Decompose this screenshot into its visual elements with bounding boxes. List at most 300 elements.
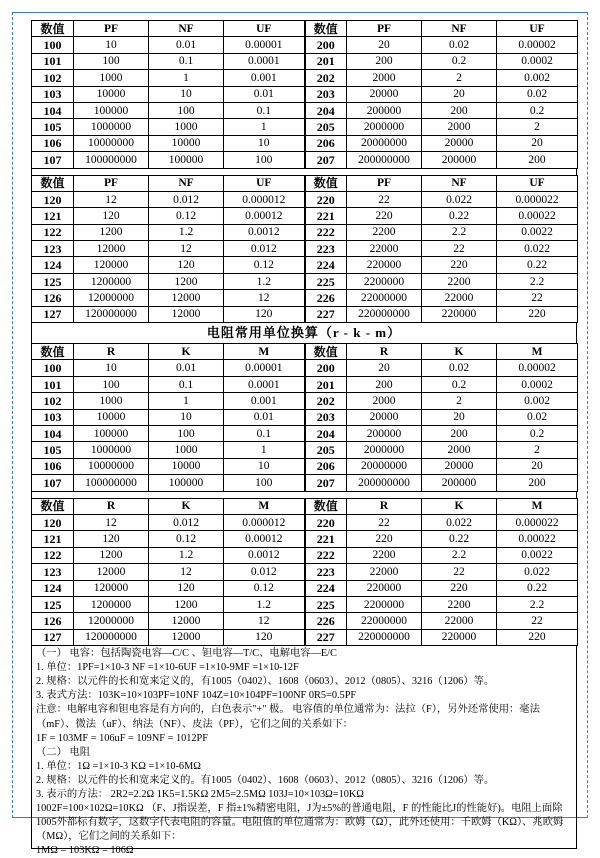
value-cell: 1200 (149, 273, 224, 289)
value-cell: 120 (224, 629, 305, 645)
column-header: R (347, 498, 422, 514)
value-cell: 220 (422, 257, 497, 273)
value-cell: 220 (347, 208, 422, 224)
code-cell: 207 (305, 475, 347, 491)
value-cell: 0.02 (422, 360, 497, 376)
value-cell: 1200 (74, 547, 149, 563)
value-cell: 100000 (74, 425, 149, 441)
value-cell: 12 (224, 290, 305, 306)
value-cell: 0.00001 (224, 360, 305, 376)
value-cell: 0.000022 (497, 514, 578, 530)
value-cell: 2 (497, 119, 578, 135)
code-cell: 207 (305, 152, 347, 168)
table-row (32, 273, 578, 289)
value-cell: 0.000012 (224, 191, 305, 207)
column-header: 数值 (305, 498, 347, 514)
code-cell: 122 (32, 547, 74, 563)
value-cell: 10000 (74, 409, 149, 425)
value-cell: 220000 (347, 257, 422, 273)
value-cell: 10000 (149, 458, 224, 474)
value-cell: 20 (422, 86, 497, 102)
table-row (32, 425, 578, 441)
value-cell: 10000 (74, 86, 149, 102)
note-line: 1F = 103MF = 106uF = 109NF = 1012PF (36, 732, 209, 744)
value-cell: 2.2 (497, 596, 578, 612)
value-cell: 0.12 (224, 580, 305, 596)
column-header: M (497, 344, 578, 360)
value-cell: 0.0001 (224, 53, 305, 69)
value-cell: 2000 (422, 119, 497, 135)
value-cell: 2.2 (422, 547, 497, 563)
note-line: 3. 表式方法：103K=10×103PF=10NF 104Z=10×104PF=100NF 0R5=0.5PF (36, 690, 357, 702)
capacitor-table-1 (31, 20, 578, 169)
value-cell: 22 (422, 564, 497, 580)
value-cell: 2000 (422, 442, 497, 458)
value-cell: 12 (224, 613, 305, 629)
value-cell: 0.12 (149, 208, 224, 224)
value-cell: 220 (497, 306, 578, 322)
value-cell: 12000 (149, 613, 224, 629)
column-header: UF (224, 175, 305, 191)
value-cell: 0.012 (149, 191, 224, 207)
value-cell: 1200000 (74, 273, 149, 289)
value-cell: 0.1 (149, 376, 224, 392)
value-cell: 0.2 (422, 376, 497, 392)
table-row (32, 241, 578, 257)
value-cell: 0.1 (224, 425, 305, 441)
value-cell: 0.0001 (224, 376, 305, 392)
table-row (32, 135, 578, 151)
value-cell: 0.00002 (497, 360, 578, 376)
column-header: PF (347, 21, 422, 37)
value-cell: 120 (74, 208, 149, 224)
table-row (32, 119, 578, 135)
value-cell: 2 (422, 70, 497, 86)
value-cell: 0.001 (224, 70, 305, 86)
value-cell: 120 (224, 306, 305, 322)
value-cell: 22000000 (347, 613, 422, 629)
column-header: K (149, 344, 224, 360)
value-cell: 2200000 (347, 596, 422, 612)
value-cell: 2200 (347, 547, 422, 563)
value-cell: 200 (422, 425, 497, 441)
table-row (32, 208, 578, 224)
value-cell: 0.02 (497, 409, 578, 425)
table-row (32, 257, 578, 273)
resistor-table-2 (31, 498, 578, 647)
value-cell: 10000000 (74, 135, 149, 151)
conversion-sheet (31, 20, 577, 857)
column-header: NF (422, 175, 497, 191)
code-cell: 127 (32, 629, 74, 645)
value-cell: 2200000 (347, 273, 422, 289)
code-cell: 127 (32, 306, 74, 322)
value-cell: 2000 (347, 393, 422, 409)
value-cell: 120000 (74, 257, 149, 273)
column-header: K (149, 498, 224, 514)
code-cell: 102 (32, 393, 74, 409)
column-header: 数值 (32, 175, 74, 191)
value-cell: 100 (74, 53, 149, 69)
table-row (32, 86, 578, 102)
column-header: R (347, 344, 422, 360)
code-cell: 205 (305, 119, 347, 135)
table-row (32, 393, 578, 409)
table-row (32, 53, 578, 69)
code-cell: 106 (32, 135, 74, 151)
note-line: 注意：电解电容和钽电容是有方向的，白色表示"+" 极。 电容值的单位通常为：法拉（F），另外还常使用：毫法（mF）、微法（uF）、纳法（NF）、皮法（PF），它们之间的关系如下： (36, 704, 540, 730)
code-cell: 202 (305, 70, 347, 86)
value-cell: 0.00012 (224, 531, 305, 547)
code-cell: 121 (32, 531, 74, 547)
value-cell: 20000000 (347, 458, 422, 474)
value-cell: 22000000 (347, 290, 422, 306)
value-cell: 200 (347, 53, 422, 69)
value-cell: 0.1 (224, 102, 305, 118)
value-cell: 0.22 (497, 580, 578, 596)
code-cell: 122 (32, 224, 74, 240)
column-header: PF (74, 21, 149, 37)
value-cell: 1000 (149, 442, 224, 458)
value-cell: 100000000 (74, 152, 149, 168)
table-row (32, 596, 578, 612)
code-cell: 222 (305, 224, 347, 240)
table-row (32, 102, 578, 118)
note-line: 1. 单位：1PF=1×10-3 NF =1×10-6UF =1×10-9MF =1×10-12F (36, 662, 299, 674)
value-cell: 0.000012 (224, 514, 305, 530)
value-cell: 12000 (149, 290, 224, 306)
value-cell: 0.00022 (497, 531, 578, 547)
value-cell: 2200 (422, 596, 497, 612)
value-cell: 12 (74, 514, 149, 530)
code-cell: 221 (305, 208, 347, 224)
code-cell: 226 (305, 290, 347, 306)
note-line: 3. 表示的方法： 2R2=2.2Ω 1K5=1.5KΩ 2M5=2.5MΩ 103J=10×103Ω=10KΩ (36, 789, 364, 800)
column-header: K (422, 344, 497, 360)
code-cell: 227 (305, 306, 347, 322)
value-cell: 220 (347, 531, 422, 547)
column-header: NF (422, 21, 497, 37)
code-cell: 206 (305, 135, 347, 151)
code-cell: 200 (305, 360, 347, 376)
code-cell: 203 (305, 409, 347, 425)
value-cell: 0.02 (422, 37, 497, 53)
value-cell: 10 (74, 37, 149, 53)
code-cell: 224 (305, 580, 347, 596)
value-cell: 2.2 (497, 273, 578, 289)
value-cell: 12 (149, 564, 224, 580)
value-cell: 200000 (347, 102, 422, 118)
value-cell: 20000 (347, 86, 422, 102)
table-row (32, 224, 578, 240)
column-header: R (74, 498, 149, 514)
note-line: 1002F=100×102Ω=10KΩ （F、J指误差，F 指±1%精密电阻，J为±5%的普通电阻，F 的性能比J的性能好)。电阻上面除1005外都标有数字，这数字代表电阻的容量。电阻值的单位通常为：欧姆（Ω），此外还使用：千欧姆（KΩ）、兆欧姆（MΩ），它们之间的关系如下： (36, 803, 564, 843)
value-cell: 1 (224, 119, 305, 135)
value-cell: 12000 (74, 564, 149, 580)
code-cell: 226 (305, 613, 347, 629)
value-cell: 1200 (74, 224, 149, 240)
value-cell: 22 (347, 514, 422, 530)
code-cell: 204 (305, 425, 347, 441)
table-row (32, 152, 578, 168)
value-cell: 0.001 (224, 393, 305, 409)
value-cell: 22 (422, 241, 497, 257)
notes-section (31, 646, 577, 857)
value-cell: 100000 (74, 102, 149, 118)
value-cell: 0.22 (422, 208, 497, 224)
code-cell: 124 (32, 580, 74, 596)
value-cell: 0.0002 (497, 376, 578, 392)
value-cell: 0.022 (497, 241, 578, 257)
table-row (32, 458, 578, 474)
table-row (32, 376, 578, 392)
resistor-section-title: 电阻常用单位换算（r - k - m） (31, 323, 577, 343)
value-cell: 0.0022 (497, 547, 578, 563)
value-cell: 0.01 (224, 86, 305, 102)
value-cell: 120 (149, 257, 224, 273)
code-cell: 204 (305, 102, 347, 118)
table-row (32, 191, 578, 207)
note-line: 1MΩ = 103KΩ = 106Ω (36, 845, 134, 857)
table-header-row (32, 498, 578, 514)
table-row (32, 547, 578, 563)
column-header: PF (74, 175, 149, 191)
table-row (32, 531, 578, 547)
table-row (32, 70, 578, 86)
value-cell: 0.022 (497, 564, 578, 580)
table-row (32, 290, 578, 306)
column-header: R (74, 344, 149, 360)
code-cell: 202 (305, 393, 347, 409)
note-line: （一） 电容：包括陶瓷电容—C/C 、钽电容—T/C、电解电容—E/C (36, 648, 337, 660)
code-cell: 225 (305, 273, 347, 289)
code-cell: 123 (32, 564, 74, 580)
value-cell: 10 (149, 409, 224, 425)
value-cell: 20 (497, 458, 578, 474)
value-cell: 220 (497, 629, 578, 645)
value-cell: 100 (149, 102, 224, 118)
value-cell: 10000000 (74, 458, 149, 474)
value-cell: 20 (422, 409, 497, 425)
code-cell: 225 (305, 596, 347, 612)
value-cell: 1.2 (224, 596, 305, 612)
value-cell: 0.002 (497, 393, 578, 409)
column-header: M (224, 498, 305, 514)
column-header: M (497, 498, 578, 514)
value-cell: 22000 (422, 290, 497, 306)
code-cell: 206 (305, 458, 347, 474)
column-header: UF (224, 21, 305, 37)
value-cell: 120000000 (74, 629, 149, 645)
code-cell: 100 (32, 37, 74, 53)
value-cell: 120000 (74, 580, 149, 596)
value-cell: 10 (224, 458, 305, 474)
value-cell: 0.01 (149, 37, 224, 53)
value-cell: 1 (224, 442, 305, 458)
code-cell: 101 (32, 53, 74, 69)
column-header: 数值 (32, 344, 74, 360)
value-cell: 10000 (149, 135, 224, 151)
value-cell: 0.00012 (224, 208, 305, 224)
value-cell: 22000 (347, 241, 422, 257)
value-cell: 0.022 (422, 514, 497, 530)
value-cell: 1000000 (74, 119, 149, 135)
resistor-table-1 (31, 343, 578, 492)
code-cell: 201 (305, 376, 347, 392)
value-cell: 0.0012 (224, 224, 305, 240)
value-cell: 1200 (149, 596, 224, 612)
code-cell: 224 (305, 257, 347, 273)
code-cell: 201 (305, 53, 347, 69)
value-cell: 100 (224, 475, 305, 491)
value-cell: 200000 (347, 425, 422, 441)
value-cell: 200000 (422, 475, 497, 491)
value-cell: 100000 (149, 152, 224, 168)
value-cell: 200 (422, 102, 497, 118)
value-cell: 12 (149, 241, 224, 257)
value-cell: 200 (347, 376, 422, 392)
value-cell: 0.2 (497, 102, 578, 118)
value-cell: 2000000 (347, 442, 422, 458)
value-cell: 0.000022 (497, 191, 578, 207)
code-cell: 205 (305, 442, 347, 458)
table-row (32, 475, 578, 491)
value-cell: 120 (74, 531, 149, 547)
value-cell: 2 (422, 393, 497, 409)
value-cell: 1000 (74, 393, 149, 409)
code-cell: 103 (32, 409, 74, 425)
code-cell: 203 (305, 86, 347, 102)
value-cell: 1.2 (149, 547, 224, 563)
capacitor-table-2 (31, 175, 578, 324)
value-cell: 20000 (422, 135, 497, 151)
value-cell: 1000 (74, 70, 149, 86)
code-cell: 200 (305, 37, 347, 53)
code-cell: 104 (32, 102, 74, 118)
value-cell: 0.01 (224, 409, 305, 425)
column-header: 数值 (305, 344, 347, 360)
value-cell: 0.0012 (224, 547, 305, 563)
value-cell: 220000 (347, 580, 422, 596)
value-cell: 0.0022 (497, 224, 578, 240)
value-cell: 0.012 (224, 564, 305, 580)
value-cell: 200000 (422, 152, 497, 168)
value-cell: 2000 (347, 70, 422, 86)
value-cell: 220000 (422, 306, 497, 322)
value-cell: 0.00022 (497, 208, 578, 224)
value-cell: 2200 (347, 224, 422, 240)
value-cell: 22 (497, 613, 578, 629)
value-cell: 0.012 (149, 514, 224, 530)
code-cell: 220 (305, 514, 347, 530)
value-cell: 1.2 (149, 224, 224, 240)
value-cell: 2200 (422, 273, 497, 289)
column-header: 数值 (305, 21, 347, 37)
code-cell: 221 (305, 531, 347, 547)
value-cell: 1 (149, 70, 224, 86)
value-cell: 220000000 (347, 306, 422, 322)
value-cell: 20000 (347, 409, 422, 425)
value-cell: 100 (74, 376, 149, 392)
code-cell: 222 (305, 547, 347, 563)
value-cell: 0.01 (149, 360, 224, 376)
code-cell: 107 (32, 152, 74, 168)
value-cell: 1.2 (224, 273, 305, 289)
table-header-row (32, 21, 578, 37)
value-cell: 0.2 (497, 425, 578, 441)
value-cell: 2000000 (347, 119, 422, 135)
value-cell: 12000 (74, 241, 149, 257)
column-header: NF (149, 175, 224, 191)
table-row (32, 306, 578, 322)
code-cell: 223 (305, 241, 347, 257)
value-cell: 100 (149, 425, 224, 441)
table-row (32, 613, 578, 629)
code-cell: 223 (305, 564, 347, 580)
value-cell: 1 (149, 393, 224, 409)
value-cell: 0.12 (149, 531, 224, 547)
table-row (32, 409, 578, 425)
table-row (32, 514, 578, 530)
code-cell: 107 (32, 475, 74, 491)
code-cell: 121 (32, 208, 74, 224)
table-row (32, 564, 578, 580)
value-cell: 22 (347, 191, 422, 207)
value-cell: 220 (422, 580, 497, 596)
value-cell: 12000 (149, 629, 224, 645)
value-cell: 20 (347, 37, 422, 53)
value-cell: 1200000 (74, 596, 149, 612)
column-header: K (422, 498, 497, 514)
table-row (32, 580, 578, 596)
value-cell: 0.22 (497, 257, 578, 273)
value-cell: 120 (149, 580, 224, 596)
table-row (32, 360, 578, 376)
code-cell: 125 (32, 596, 74, 612)
value-cell: 220000000 (347, 629, 422, 645)
code-cell: 123 (32, 241, 74, 257)
value-cell: 0.022 (422, 191, 497, 207)
note-line: 2. 规格：以元件的长和宽来定义的。有1005（0402）、1608（0603）、2012（0805）、3216（1206）等。 (36, 774, 495, 786)
value-cell: 220000 (422, 629, 497, 645)
column-header: PF (347, 175, 422, 191)
value-cell: 20000 (422, 458, 497, 474)
table-header-row (32, 175, 578, 191)
value-cell: 100000 (149, 475, 224, 491)
table-row (32, 37, 578, 53)
value-cell: 200 (497, 152, 578, 168)
column-header: UF (497, 175, 578, 191)
note-line: 2. 规格：以元件的长和宽来定义的，有1005（0402）、1608（0603）、2012（0805）、3216（1206）等。 (36, 676, 495, 688)
code-cell: 126 (32, 290, 74, 306)
code-cell: 126 (32, 613, 74, 629)
value-cell: 0.22 (422, 531, 497, 547)
value-cell: 0.2 (422, 53, 497, 69)
value-cell: 200000000 (347, 152, 422, 168)
value-cell: 0.02 (497, 86, 578, 102)
code-cell: 103 (32, 86, 74, 102)
value-cell: 12000000 (74, 613, 149, 629)
code-cell: 120 (32, 514, 74, 530)
table-header-row (32, 344, 578, 360)
value-cell: 20000000 (347, 135, 422, 151)
code-cell: 124 (32, 257, 74, 273)
value-cell: 10 (224, 135, 305, 151)
code-cell: 104 (32, 425, 74, 441)
value-cell: 12000 (149, 306, 224, 322)
column-header: UF (497, 21, 578, 37)
value-cell: 0.1 (149, 53, 224, 69)
